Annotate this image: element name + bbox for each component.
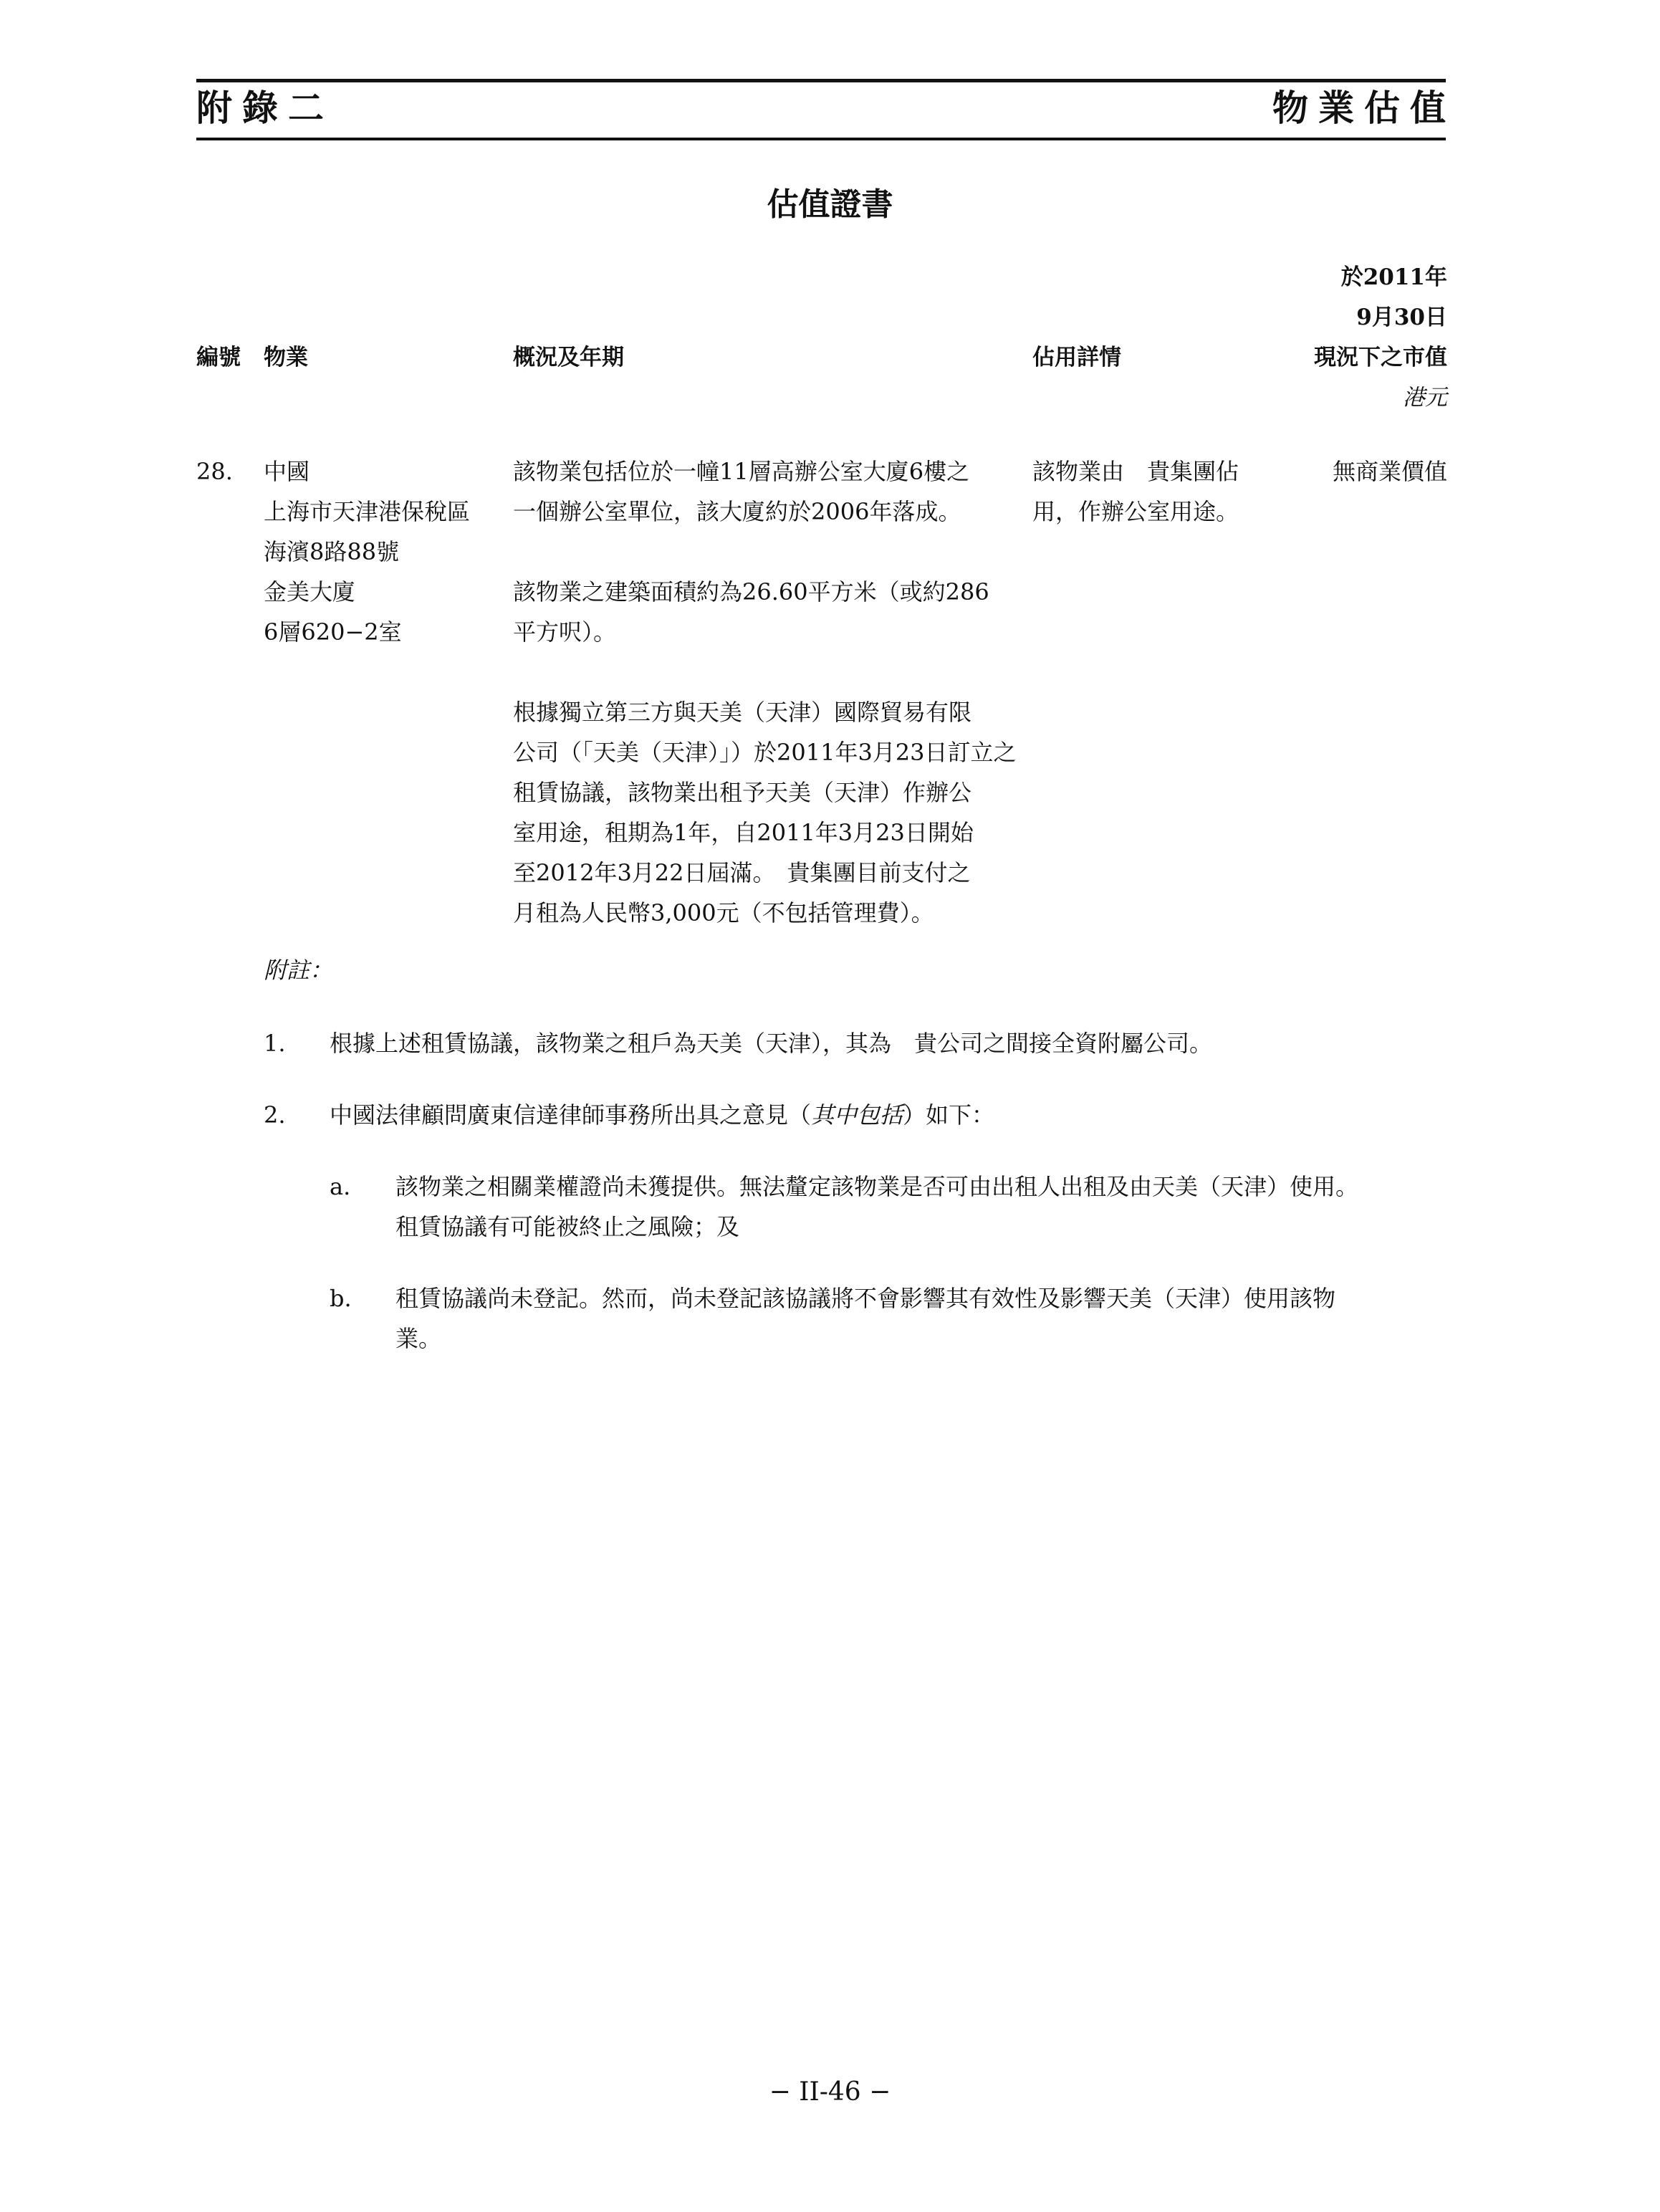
- col-heading-no: 編號: [196, 345, 241, 370]
- note-marker: 1.: [264, 1030, 286, 1057]
- note-marker: 2.: [264, 1101, 286, 1129]
- appendix-label: 附錄二: [196, 87, 334, 129]
- note-text: 根據上述租賃協議，該物業之租戶為天美（天津），其為 貴公司之間接全資附屬公司。: [330, 1030, 1213, 1057]
- description-line: 該物業包括位於一幢11層高辦公室大廈6樓之: [513, 458, 970, 485]
- description-line: 該物業之建築面積約為26.60平方米（或約286: [513, 578, 989, 605]
- subnote-text: [395, 1278, 1449, 1359]
- notes-heading: 附註：: [264, 957, 333, 984]
- occupancy-details: [1032, 451, 1297, 532]
- property-line: 上海市天津港保稅區: [264, 498, 471, 525]
- subnote-line: 租賃協議尚未登記。然而，尚未登記該協議將不會影響其有效性及影響天美（天津）使用該物: [395, 1285, 1336, 1312]
- subnote-text: [395, 1167, 1449, 1247]
- description-line: 根據獨立第三方與天美（天津）國際貿易有限: [513, 699, 972, 726]
- subnote-marker: a.: [330, 1173, 351, 1200]
- property-line: 中國: [264, 458, 310, 485]
- col-heading-description: 概況及年期: [513, 345, 624, 370]
- property-line: 金美大廈: [264, 578, 356, 605]
- market-value: 無商業價值: [1332, 458, 1447, 485]
- currency-label: 港元: [1403, 385, 1447, 411]
- description-line: 至2012年3月22日屆滿。 貴集團目前支付之: [513, 859, 971, 886]
- description-line: 公司（「天美（天津）」）於2011年3月23日訂立之: [513, 739, 1017, 766]
- note-text-part: ）如下：: [903, 1101, 995, 1129]
- header-top-rule: [196, 79, 1446, 82]
- value-col-date-day: 9月30日: [1356, 305, 1447, 330]
- description-line: 室用途，租期為1年，自2011年3月23日開始: [513, 819, 974, 846]
- property-address: [264, 451, 507, 652]
- subnote-line: 該物業之相關業權證尚未獲提供。無法釐定該物業是否可由出租人出租及由天美（天津）使用。: [395, 1173, 1359, 1200]
- description-line: 平方呎）。: [513, 618, 617, 646]
- value-col-date-year: 於2011年: [1340, 264, 1447, 290]
- section-label: 物業估值: [1272, 87, 1456, 129]
- subnote-line: 租賃協議有可能被終止之風險；及: [395, 1213, 740, 1240]
- description: [513, 451, 1029, 933]
- document-title: 估值證書: [767, 186, 893, 223]
- note-text: [330, 1095, 1447, 1135]
- value-col-heading: 現況下之市值: [1314, 345, 1447, 370]
- header-bottom-rule: [196, 138, 1446, 140]
- page-number: − II-46 −: [769, 2077, 891, 2107]
- note-text-italic: 其中包括: [811, 1101, 903, 1129]
- note-text-part: 中國法律顧問廣東信達律師事務所出具之意見（: [330, 1101, 812, 1129]
- occupancy-line: 用，作辦公室用途。: [1032, 498, 1239, 525]
- description-line: 月租為人民幣3,000元（不包括管理費）。: [513, 899, 934, 927]
- row-number: 28.: [196, 458, 233, 485]
- col-heading-property: 物業: [264, 345, 308, 370]
- occupancy-line: 該物業由 貴集團佔: [1032, 458, 1239, 485]
- description-line: 一個辦公室單位，該大廈約於2006年落成。: [513, 498, 961, 525]
- description-line: 租賃協議，該物業出租予天美（天津）作辦公: [513, 779, 972, 806]
- property-line: 海濱8路88號: [264, 538, 400, 565]
- subnote-marker: b.: [330, 1285, 352, 1312]
- col-heading-occupancy: 佔用詳情: [1032, 345, 1121, 370]
- subnote-line: 業。: [395, 1325, 442, 1352]
- property-line: 6層620−2室: [264, 618, 402, 646]
